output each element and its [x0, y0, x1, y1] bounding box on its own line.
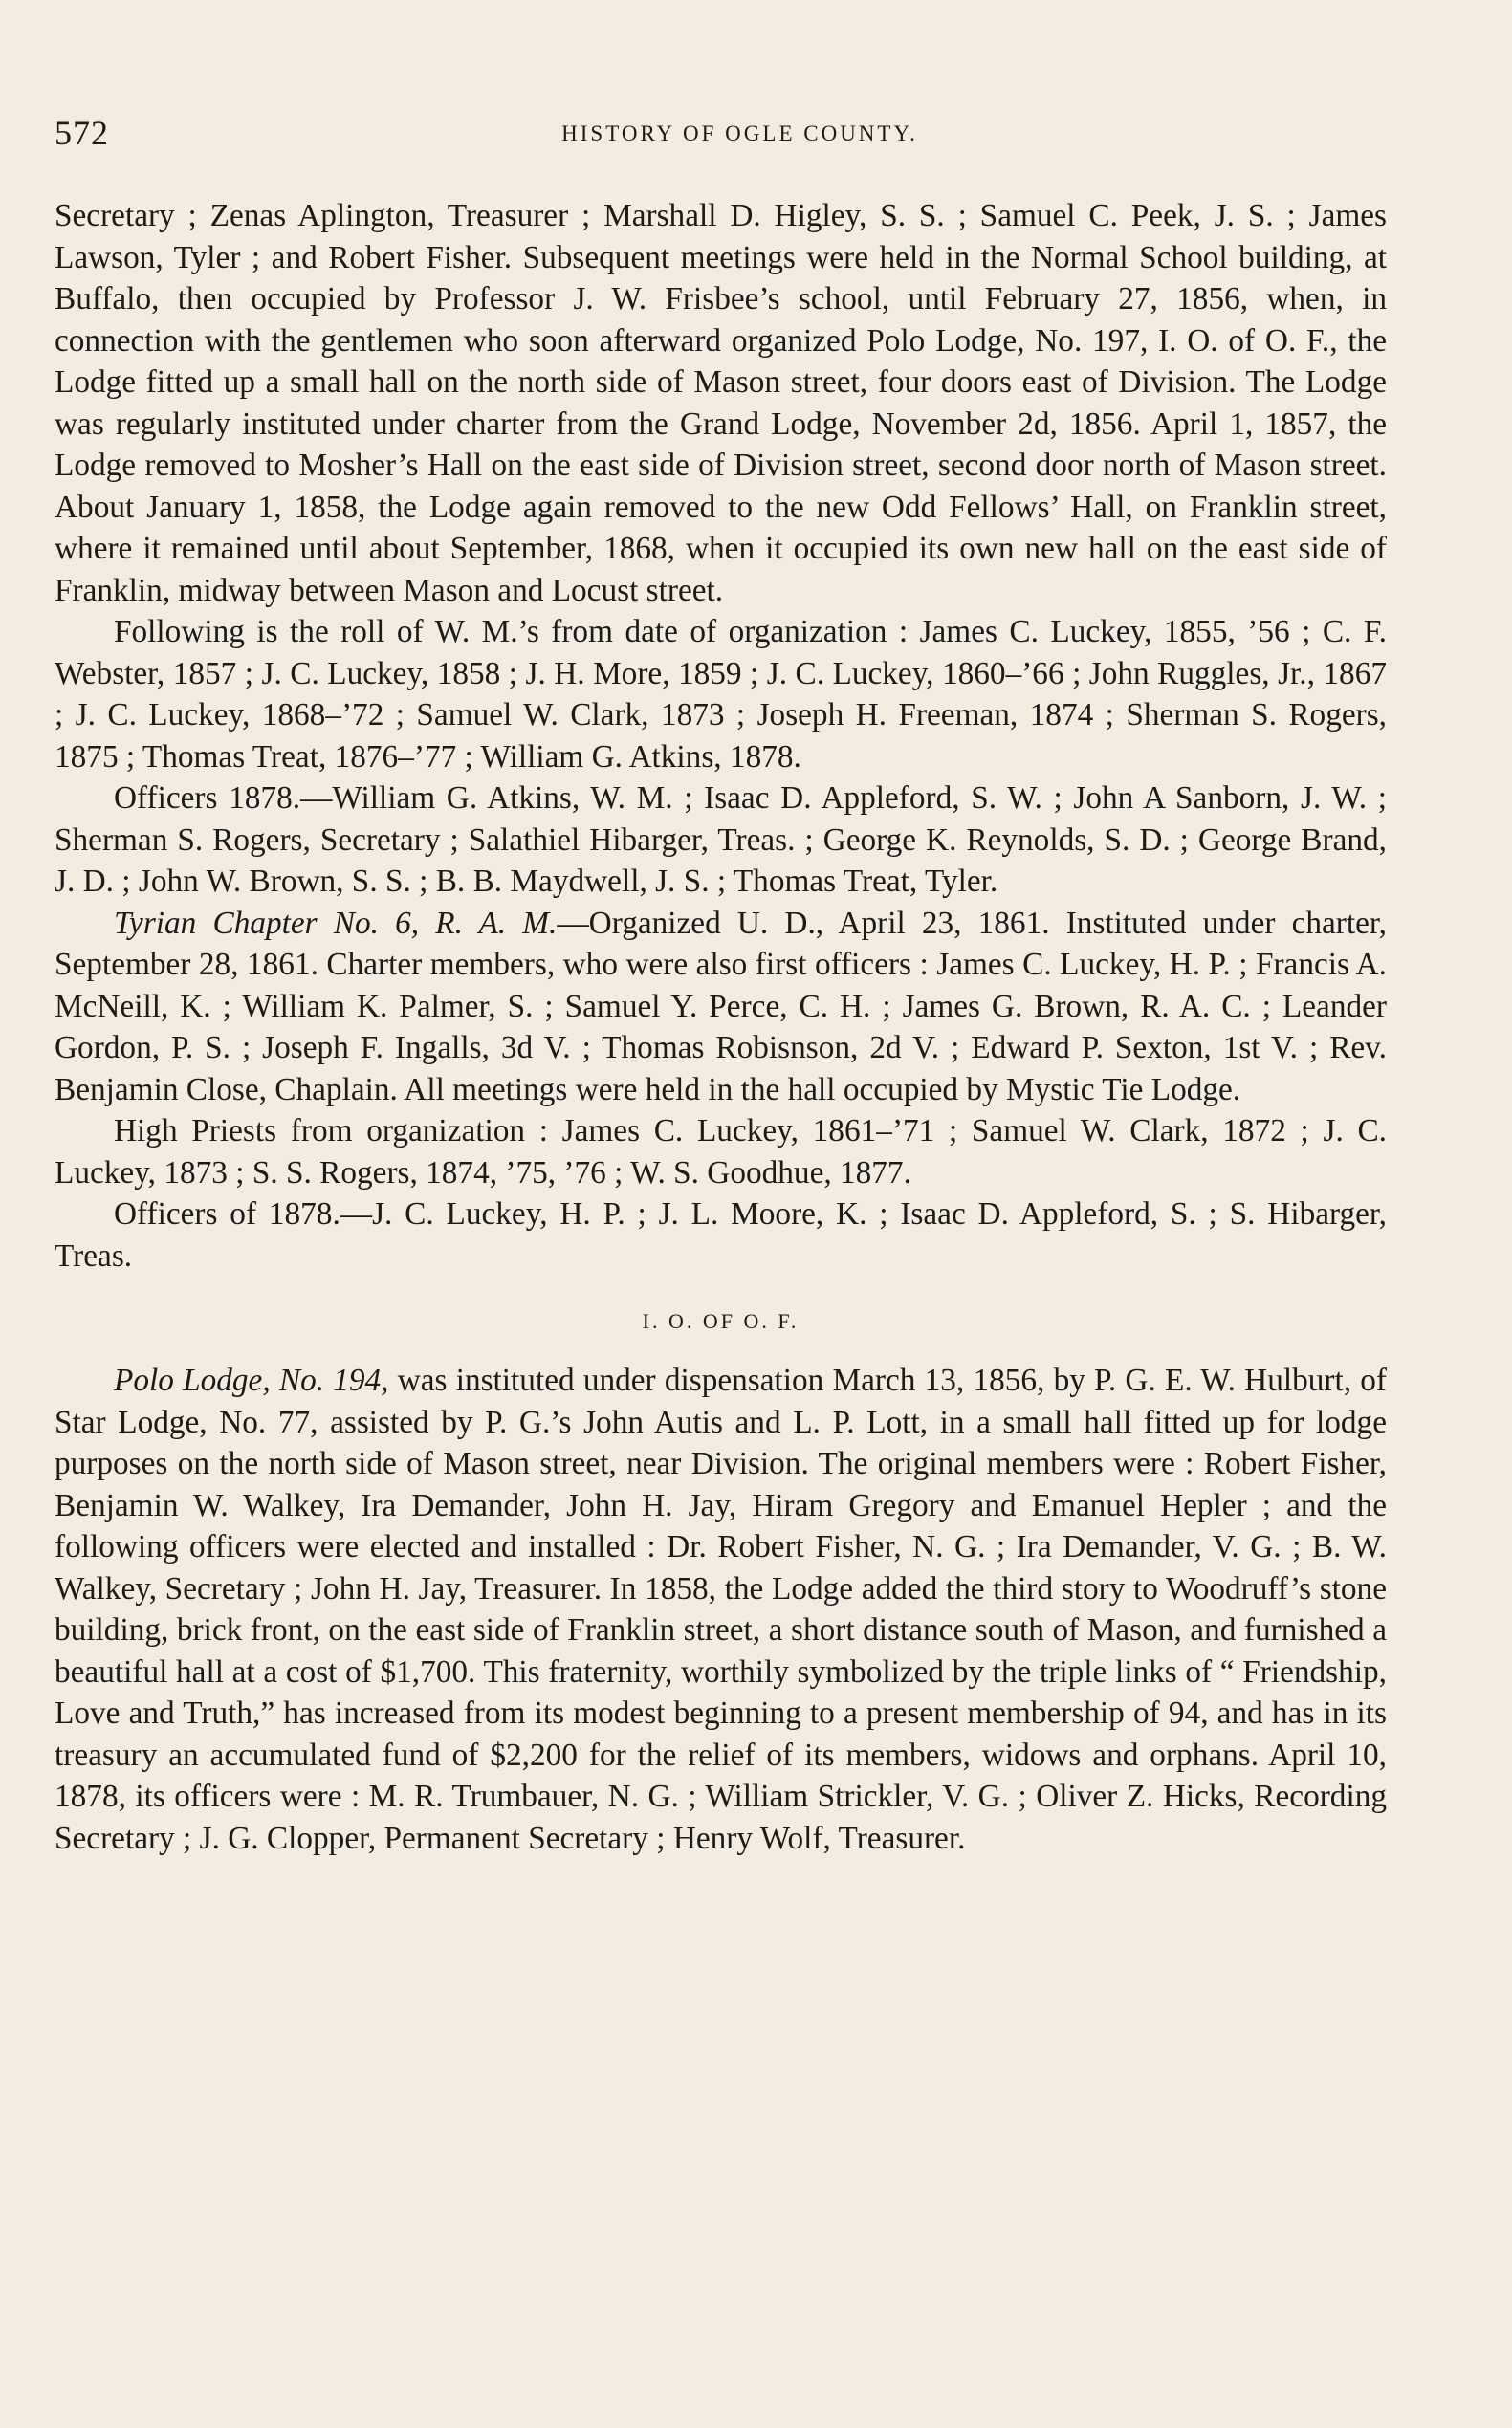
paragraph-polo-lodge	[55, 1360, 1387, 1859]
paragraph-tyrian-chapter	[55, 903, 1387, 1111]
running-title: HISTORY OF OGLE COUNTY.	[561, 121, 918, 145]
body-text	[55, 195, 1387, 1859]
paragraph-lodge-history: Secretary ; Zenas Aplington, Treasurer ; Marshall D. Higley, S. S. ; Samuel C. Peek, J. S. ; James Lawson, Tyler ; and Robert Fisher. Subsequent meetings were held in the Normal School building, at Buffalo, then occupied by Professor J. W. Frisbee’s school, until February 27, 1856, when, in connection with the gentlemen who soon afterward organized Polo Lodge, No. 197, I. O. of O. F., the Lodge fitted up a small hall on the north side of Mason street, four doors east of Division. The Lodge was regularly instituted under charter from the Grand Lodge, November 2d, 1856. April 1, 1857, the Lodge removed to Mosher’s Hall on the east side of Division street, second door north of Mason street. About January 1, 1858, the Lodge again removed to the new Odd Fellows’ Hall, on Franklin street, where it remained until about September, 1868, when it occupied its own new hall on the east side of Franklin, midway between Mason and Locust street.	[55, 198, 1387, 608]
section-heading-ioof: I. O. OF O. F.	[642, 1309, 800, 1333]
paragraph-wm-roll: Following is the roll of W. M.’s from date of organization : James C. Luckey, 1855, ’56 ; C. F. Webster, 1857 ; J. C. Luckey, 1858 ; J. H. More, 1859 ; J. C. Luckey, 1860–’66 ; John Ruggles, Jr., 1867 ; J. C. Luckey, 1868–’72 ; Samuel W. Clark, 1873 ; Joseph H. Freeman, 1874 ; Sherman S. Rogers, 1875 ; Thomas Treat, 1876–’77 ; William G. Atkins, 1878.	[55, 614, 1387, 775]
tyrian-chapter-title: Tyrian Chapter No. 6, R. A. M.	[114, 905, 558, 941]
polo-lodge-text: was instituted under dispensation March 13, 1856, by P. G. E. W. Hulburt, of Star Lodge, No. 77, assisted by P. G.’s John Autis and L. P. Lott, in a small hall fitted up for lodge purposes on the north side of Mason street, near Division. The original members were : Robert Fisher, Benjamin W. Walkey, Ira Demander, John H. Jay, Hiram Gregory and Emanuel Hepler ; and the following officers were elected and installed : Dr. Robert Fisher, N. G. ; Ira Demander, V. G. ; B. W. Walkey, Secretary ; John H. Jay, Treasurer. In 1858, the Lodge added the third story to Woodruff’s stone building, brick front, on the east side of Franklin street, a short distance south of Mason, and furnished a beautiful hall at a cost of $1,700. This fraternity, worthily symbolized by the triple links of “ Friendship, Love and Truth,” has increased from its modest beginning to a present membership of 94, and has in its treasury an accumulated fund of $2,200 for the relief of its members, widows and orphans. April 10, 1878, its officers were : M. R. Trumbauer, N. G. ; William Strickler, V. G. ; Oliver Z. Hicks, Recording Secretary ; J. G. Clopper, Permanent Secretary ; Henry Wolf, Treasurer.	[55, 1363, 1387, 1856]
tyrian-chapter-text: —Organized U. D., April 23, 1861. Instituted under charter, September 28, 1861. Charter members, who were also first officers : James C. Luckey, H. P. ; Francis A. McNeill, K. ; William K. Palmer, S. ; Samuel Y. Perce, C. H. ; James G. Brown, R. A. C. ; Leander Gordon, P. S. ; Joseph F. Ingalls, 3d V. ; Thomas Robisnson, 2d V. ; Edward P. Sexton, 1st V. ; Rev. Benjamin Close, Chaplain. All meetings were held in the hall occupied by Mystic Tie Lodge.	[55, 905, 1388, 1107]
page-number: 572	[55, 114, 109, 152]
book-page	[55, 113, 1387, 1859]
paragraph-officers-1878: Officers 1878.—William G. Atkins, W. M. ; Isaac D. Appleford, S. W. ; John A Sanborn, J. W. ; Sherman S. Rogers, Secretary ; Salathiel Hibarger, Treas. ; George K. Reynolds, S. D. ; George Brand, J. D. ; John W. Brown, S. S. ; B. B. Maydwell, J. S. ; Thomas Treat, Tyler.	[55, 780, 1387, 899]
paragraph-chapter-officers-1878: Officers of 1878.—J. C. Luckey, H. P. ; J. L. Moore, K. ; Isaac D. Appleford, S. ; S. Hibarger, Treas.	[55, 1196, 1387, 1274]
polo-lodge-title: Polo Lodge, No. 194,	[114, 1363, 389, 1398]
paragraph-high-priests: High Priests from organization : James C. Luckey, 1861–’71 ; Samuel W. Clark, 1872 ; J. C. Luckey, 1873 ; S. S. Rogers, 1874, ’75, ’76 ; W. S. Goodhue, 1877.	[55, 1113, 1387, 1191]
running-head	[55, 113, 1387, 159]
